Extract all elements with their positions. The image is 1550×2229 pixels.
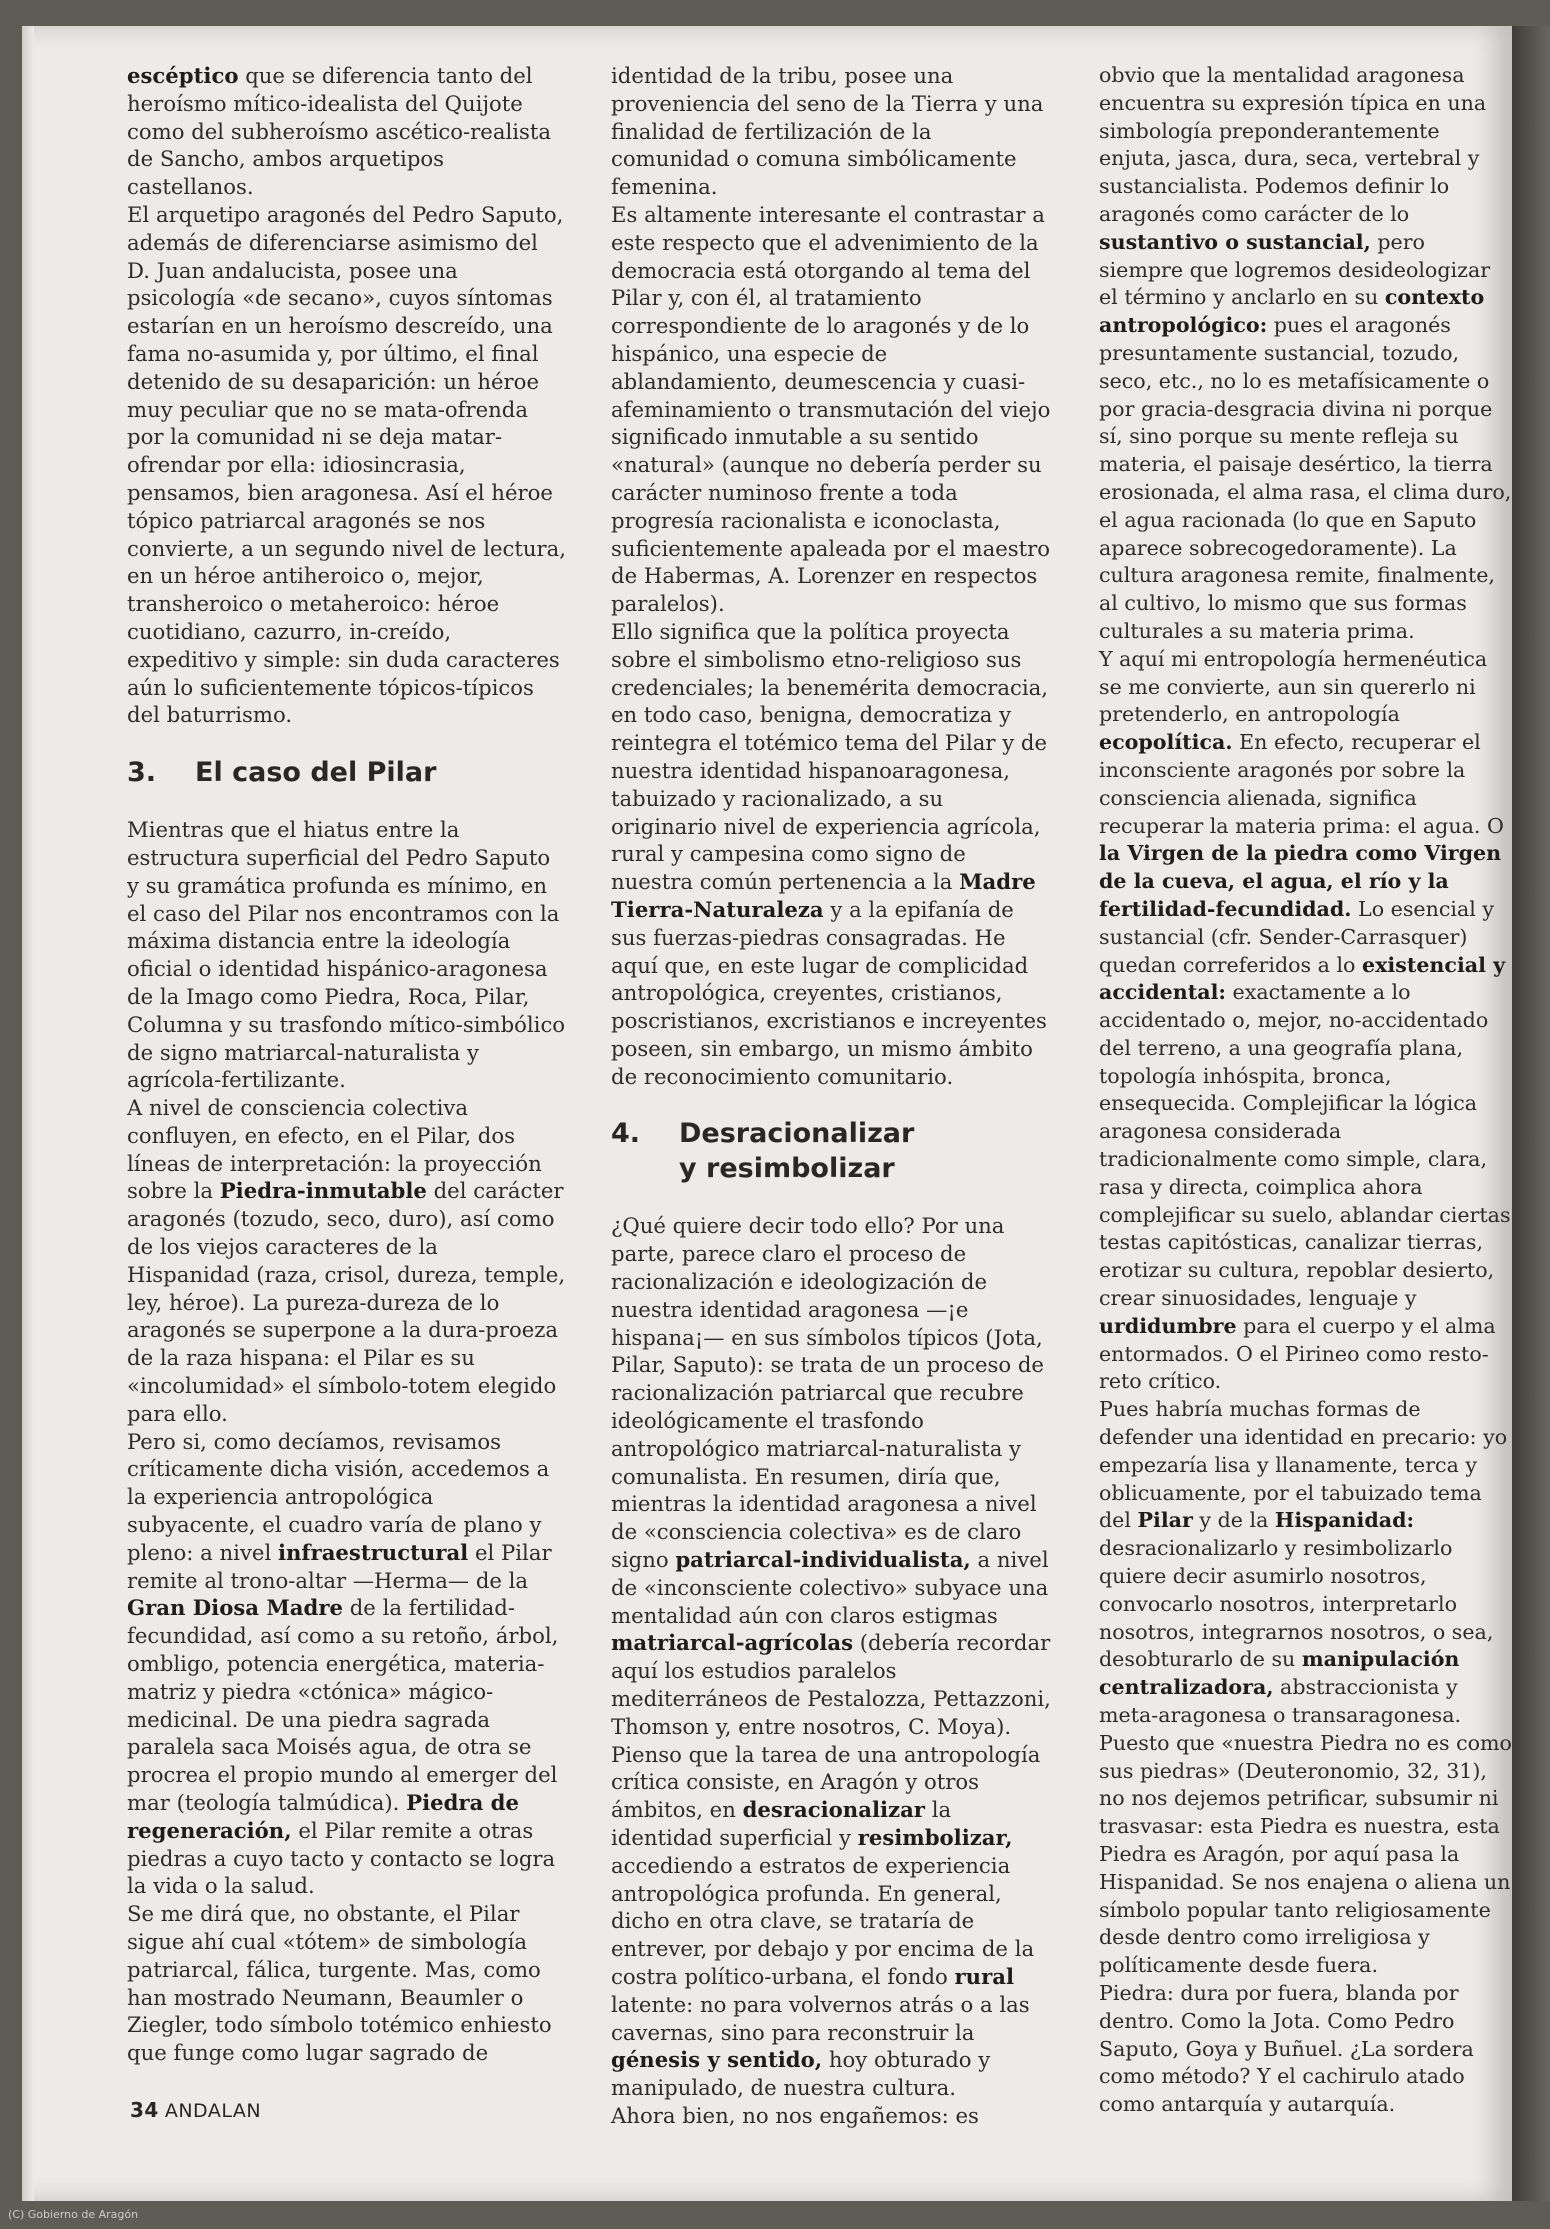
bold-term: sustantivo o sustancial, xyxy=(1099,229,1371,254)
section-number: 4. xyxy=(611,1118,641,1150)
bold-term: Piedra-inmutable xyxy=(219,1178,427,1204)
text: ¿Qué quiere decir todo ello? Por una parte, parece claro el proceso de racionalización e ideologización de nuestra identidad aragonesa —¡e hispana¡— en sus símbolos típicos (Jota, Pilar, Saputo): se trata de un proceso de racionalización patriarcal que recubre ideológicamente el trasfondo antropológico matriarcal-naturalista y comunalista. En resumen, diría que, mientras la identidad aragonesa a nivel de «consciencia colectiva» es de claro signo xyxy=(611,1213,1044,1573)
paragraph xyxy=(1099,1396,1514,1730)
text: Ello significa que la política proyecta sobre el simbolismo etno-religioso sus credenciales; la benemérita democracia, en todo caso, benigna, democratiza y reintegra el totémico tema del Pilar y de nuestra identidad hispanoaragonesa, tabuizado y racionalizado, a su originario nivel de experiencia agrícola, rural y campesina como signo de nuestra común pertenencia a la xyxy=(611,618,1049,895)
text: a nivel de «inconsciente colectivo» subyace una mentalidad aún con claros estigmas xyxy=(611,1547,1049,1628)
column-3 xyxy=(1099,62,1514,2119)
paragraph xyxy=(127,1428,567,1901)
bold-term: Hispanidad: xyxy=(1274,1508,1415,1533)
text: el Pilar remite al trono-altar —Herma— de la xyxy=(127,1539,552,1593)
text: la identidad superficial y xyxy=(611,1797,952,1851)
bold-term: existencial y accidental: xyxy=(1099,952,1506,1005)
text: y de la xyxy=(1192,1508,1275,1533)
page-left-margin-shadow xyxy=(22,26,34,2201)
text: latente: no para volvernos atrás o a las cavernas, sino para reconstruir la xyxy=(611,1991,1030,2045)
page-footer xyxy=(130,2098,261,2122)
text: hoy obturado y manipulado, de nuestra cultura. xyxy=(611,2047,991,2101)
section-number: 3. xyxy=(127,757,157,789)
section-title: El caso del Pilar xyxy=(195,757,437,789)
page-number: 34 xyxy=(130,2098,159,2122)
text: el Pilar remite a otras piedras a cuyo tacto y contacto se logra la vida o la salud. xyxy=(127,1817,556,1899)
column-1 xyxy=(127,62,567,2067)
bold-term: manipulación centralizadora, xyxy=(1099,1647,1460,1700)
paragraph: Piedra: dura por fuera, blanda por dentro. Como la Jota. Como Pedro Saputo, Goya y Buñuel. ¿La sordera como método? Y el cachirulo atado como antarquía y autarquía. xyxy=(1099,1980,1474,2117)
bold-term: Piedra de regeneración, xyxy=(127,1790,519,1843)
text: A nivel de consciencia colectiva confluyen, en efecto, en el Pilar, dos líneas de interpretación: la proyección sobre la xyxy=(127,1095,542,1204)
text: y a la epifanía de sus fuerzas-piedras consagradas. He aquí que, en este lugar de complicidad antropológica, creyentes, cristianos, poscristianos, excristianos e increyentes poseen, sin embargo, un mismo ámbito de reconocimiento comunitario. xyxy=(611,896,1047,1089)
publication-name: ANDALAN xyxy=(164,2100,262,2122)
bold-term: Madre Tierra-Naturaleza xyxy=(611,869,1036,922)
bold-term: ecopolítica. xyxy=(1099,730,1233,755)
text: de la fertilidad-fecundidad, así como a su retoño, árbol, ombligo, potencia energética, materia-matriz y piedra «ctónica» mágico-medicinal. De una piedra sagrada paralela saca Moisés agua, de otra se procrea el propio mundo al emerger del mar (teología talmúdica). xyxy=(127,1595,559,1816)
bold-term: Gran Diosa Madre xyxy=(127,1595,343,1621)
section-heading-4 xyxy=(611,1116,1051,1186)
bold-term: urdidumbre xyxy=(1099,1313,1237,1338)
text: pues el aragonés presuntamente sustancial, tozudo, seco, etc., no lo es metafísicamente o por gracia-desgracia divina ni porque sí, sino porque su mente refleja su materia, el paisaje desértico, la tierra erosionada, el alma rasa, el clima duro, el agua racionada (lo que en Saputo aparece sobrecogedoramente). La cultura aragonesa remite, finalmente, al cultivo, lo mismo que sus formas culturales a su materia prima. xyxy=(1099,313,1512,643)
paragraph xyxy=(611,1212,1051,2102)
text: para el cuerpo y el alma entormados. O el Pirineo como resto-reto crítico. xyxy=(1099,1313,1496,1394)
text: En efecto, recuperar el inconsciente aragonés por sobre la consciencia alienada, significa recuperar la materia prima: el agua. O xyxy=(1099,730,1504,838)
bold-term: la Virgen de la piedra como Virgen de la cueva, el agua, el río y la fertilidad-fecundidad. xyxy=(1099,841,1502,921)
bold-term: génesis y sentido, xyxy=(611,2047,823,2073)
paragraph xyxy=(1099,646,1514,1397)
bold-term: contexto antropológico: xyxy=(1099,285,1485,338)
text: que se diferencia tanto del heroísmo mítico-idealista del Quijote como del subheroísmo ascético-realista de Sancho, ambos arquetipos castellanos. xyxy=(127,63,552,200)
text: del carácter aragonés (tozudo, seco, duro), así como de los viejos caracteres de la Hispanidad (raza, crisol, dureza, temple, ley, héroe). La pureza-dureza de lo aragonés se superpone a la dura-proeza de la raza hispana: el Pilar es su «incolumidad» el símbolo-totem elegido para ello. xyxy=(127,1178,566,1426)
paragraph xyxy=(611,618,1051,1091)
text: (debería recordar aquí los estudios paralelos mediterráneos de Pestalozza, Pettazzoni, Thomson y, entre nosotros, C. Moya). Pienso que la tarea de una antropología crítica consiste, en Aragón y otros ámbitos, en xyxy=(611,1630,1051,1823)
text: Lo esencial y sustancial (cfr. Sender-Carrasquer) quedan correferidos a lo xyxy=(1099,896,1495,977)
text: Pues habría muchas formas de defender una identidad en precario: yo empezaría lisa y llanamente, terca y oblicuamente, por el tabuizado tema del xyxy=(1099,1397,1508,1533)
bold-term: infraestructural xyxy=(277,1539,469,1565)
text: abstraccionista y meta-aragonesa o transaragonesa. xyxy=(1099,1675,1462,1728)
bold-term: rural xyxy=(954,1964,1015,1989)
paragraph: Puesto que «nuestra Piedra no es como sus piedras» (Deuteronomio, 32, 31), no nos dejemos petrificar, subsumir ni trasvasar: esta Piedra es nuestra, esta Piedra es Aragón, por aquí pasa la Hispanidad. Se nos enajena o aliena un símbolo popular tanto religiosamente desde dentro como irreligiosa y políticamente desde fuera. xyxy=(1099,1730,1512,1978)
paragraph xyxy=(127,62,567,201)
copyright-credit: (C) Gobierno de Aragón xyxy=(8,2208,139,2221)
section-title-continued: y resimbolizar xyxy=(679,1153,895,1185)
text: obvio que la mentalidad aragonesa encuentra su expresión típica en una simbología preponderantemente enjuta, jasca, dura, seca, vertebral y sustancialista. Podemos definir lo aragonés como carácter de lo xyxy=(1099,63,1487,226)
column-2 xyxy=(611,62,1051,2130)
text: Y aquí mi entropología hermenéutica se me convierte, aun sin quererlo ni pretenderlo, en antropología xyxy=(1099,646,1488,727)
bold-term: matriarcal-agrícolas xyxy=(611,1630,854,1656)
text: desracionalizarlo y resimbolizarlo quiere decir asumirlo nosotros, convocarlo nosotros, interpretarlo nosotros, integrarnos nosotros, o sea, desobturarlo de su xyxy=(1099,1536,1494,1672)
bold-term: desracionalizar xyxy=(742,1797,925,1823)
paragraph: El arquetipo aragonés del Pedro Saputo, además de diferenciarse asimismo del D. Juan andalucista, posee una psicología «de secano», cuyos síntomas estarían en un heroísmo descreído, una fama no-asumida y, por último, el final detenido de su desaparición: un héroe muy peculiar que no se mata-ofrenda por la comunidad ni se deja matar-ofrendar por ella: idiosincrasia, pensamos, bien aragonesa. Así el héroe tópico patriarcal aragonés se nos convierte, a un segundo nivel de lectura, en un héroe antiheroico o, mejor, transheroico o metaheroico: héroe cuotidiano, cazurro, in-creído, expeditivo y simple: sin duda caracteres aún lo suficientemente tópicos-típicos del baturrismo. xyxy=(127,201,567,728)
text: exactamente a lo accidentado o, mejor, no-accidentado del terreno, a una geografía plana, topología inhóspita, bronca, ensequecida. Complejificar la lógica aragonesa considerada tradicionalmente como simple, clara, rasa y directa, coimplica ahora complejificar su suelo, ablandar ciertas testas capitósticas, canalizar tierras, erotizar su cultura, repoblar desierto, crear sinuosidades, lenguaje y xyxy=(1099,980,1511,1311)
bold-term: Pilar xyxy=(1137,1508,1193,1533)
paragraph: identidad de la tribu, posee una proveniencia del seno de la Tierra y una finalidad de fertilización de la comunidad o comuna simbólicamente femenina. xyxy=(611,63,1044,200)
text: pero siempre que logremos desideologizar el término y anclarlo en su xyxy=(1099,229,1491,310)
paragraph: Mientras que el hiatus entre la estructura superficial del Pedro Saputo y su gramática profunda es mínimo, en el caso del Pilar nos encontramos con la máxima distancia entre la ideología oficial o identidad hispánico-aragonesa de la Imago como Piedra, Roca, Pilar, Columna y su trasfondo mítico-simbólico de signo matriarcal-naturalista y agrícola-fertilizante. xyxy=(127,817,566,1093)
paragraph: Es altamente interesante el contrastar a este respecto que el advenimiento de la democracia está otorgando al tema del Pilar y, con él, al tratamiento correspondiente de lo aragonés y de lo hispánico, una especie de ablandamiento, deumescencia y cuasi-afeminamiento o transmutación del viejo significado inmutable a su sentido «natural» (aunque no debería perder su carácter numinoso frente a toda progresía racionalista e iconoclasta, suficientemente apaleada por el maestro de Habermas, A. Lorenzer en respectos paralelos). xyxy=(611,201,1051,617)
paragraph xyxy=(1099,62,1514,646)
paragraph: Ahora bien, no nos engañemos: es xyxy=(611,2102,979,2128)
section-title: Desracionalizar xyxy=(679,1118,915,1150)
text: accediendo a estratos de experiencia antropológica profunda. En general, dicho en otra clave, se trataría de entrever, por debajo y por encima de la costra político-urbana, el fondo xyxy=(611,1852,1035,1989)
text: Pero si, como decíamos, revisamos críticamente dicha visión, accedemos a la experiencia antropológica subyacente, el cuadro varía de plano y pleno: a nivel xyxy=(127,1428,550,1565)
bold-term: patriarcal-individualista, xyxy=(675,1547,971,1573)
bold-term: resimbolizar, xyxy=(857,1825,1013,1851)
paragraph: Se me dirá que, no obstante, el Pilar sigue ahí cual «tótem» de simbología patriarcal, fálica, turgente. Mas, como han mostrado Neumann, Beaumler o Ziegler, todo símbolo totémico enhiesto que funge como lugar sagrado de xyxy=(127,1901,552,2066)
section-heading-3 xyxy=(127,755,567,790)
bold-term: escéptico xyxy=(127,63,239,88)
paragraph xyxy=(127,1094,567,1428)
page-binding-edge xyxy=(1512,26,1550,2201)
